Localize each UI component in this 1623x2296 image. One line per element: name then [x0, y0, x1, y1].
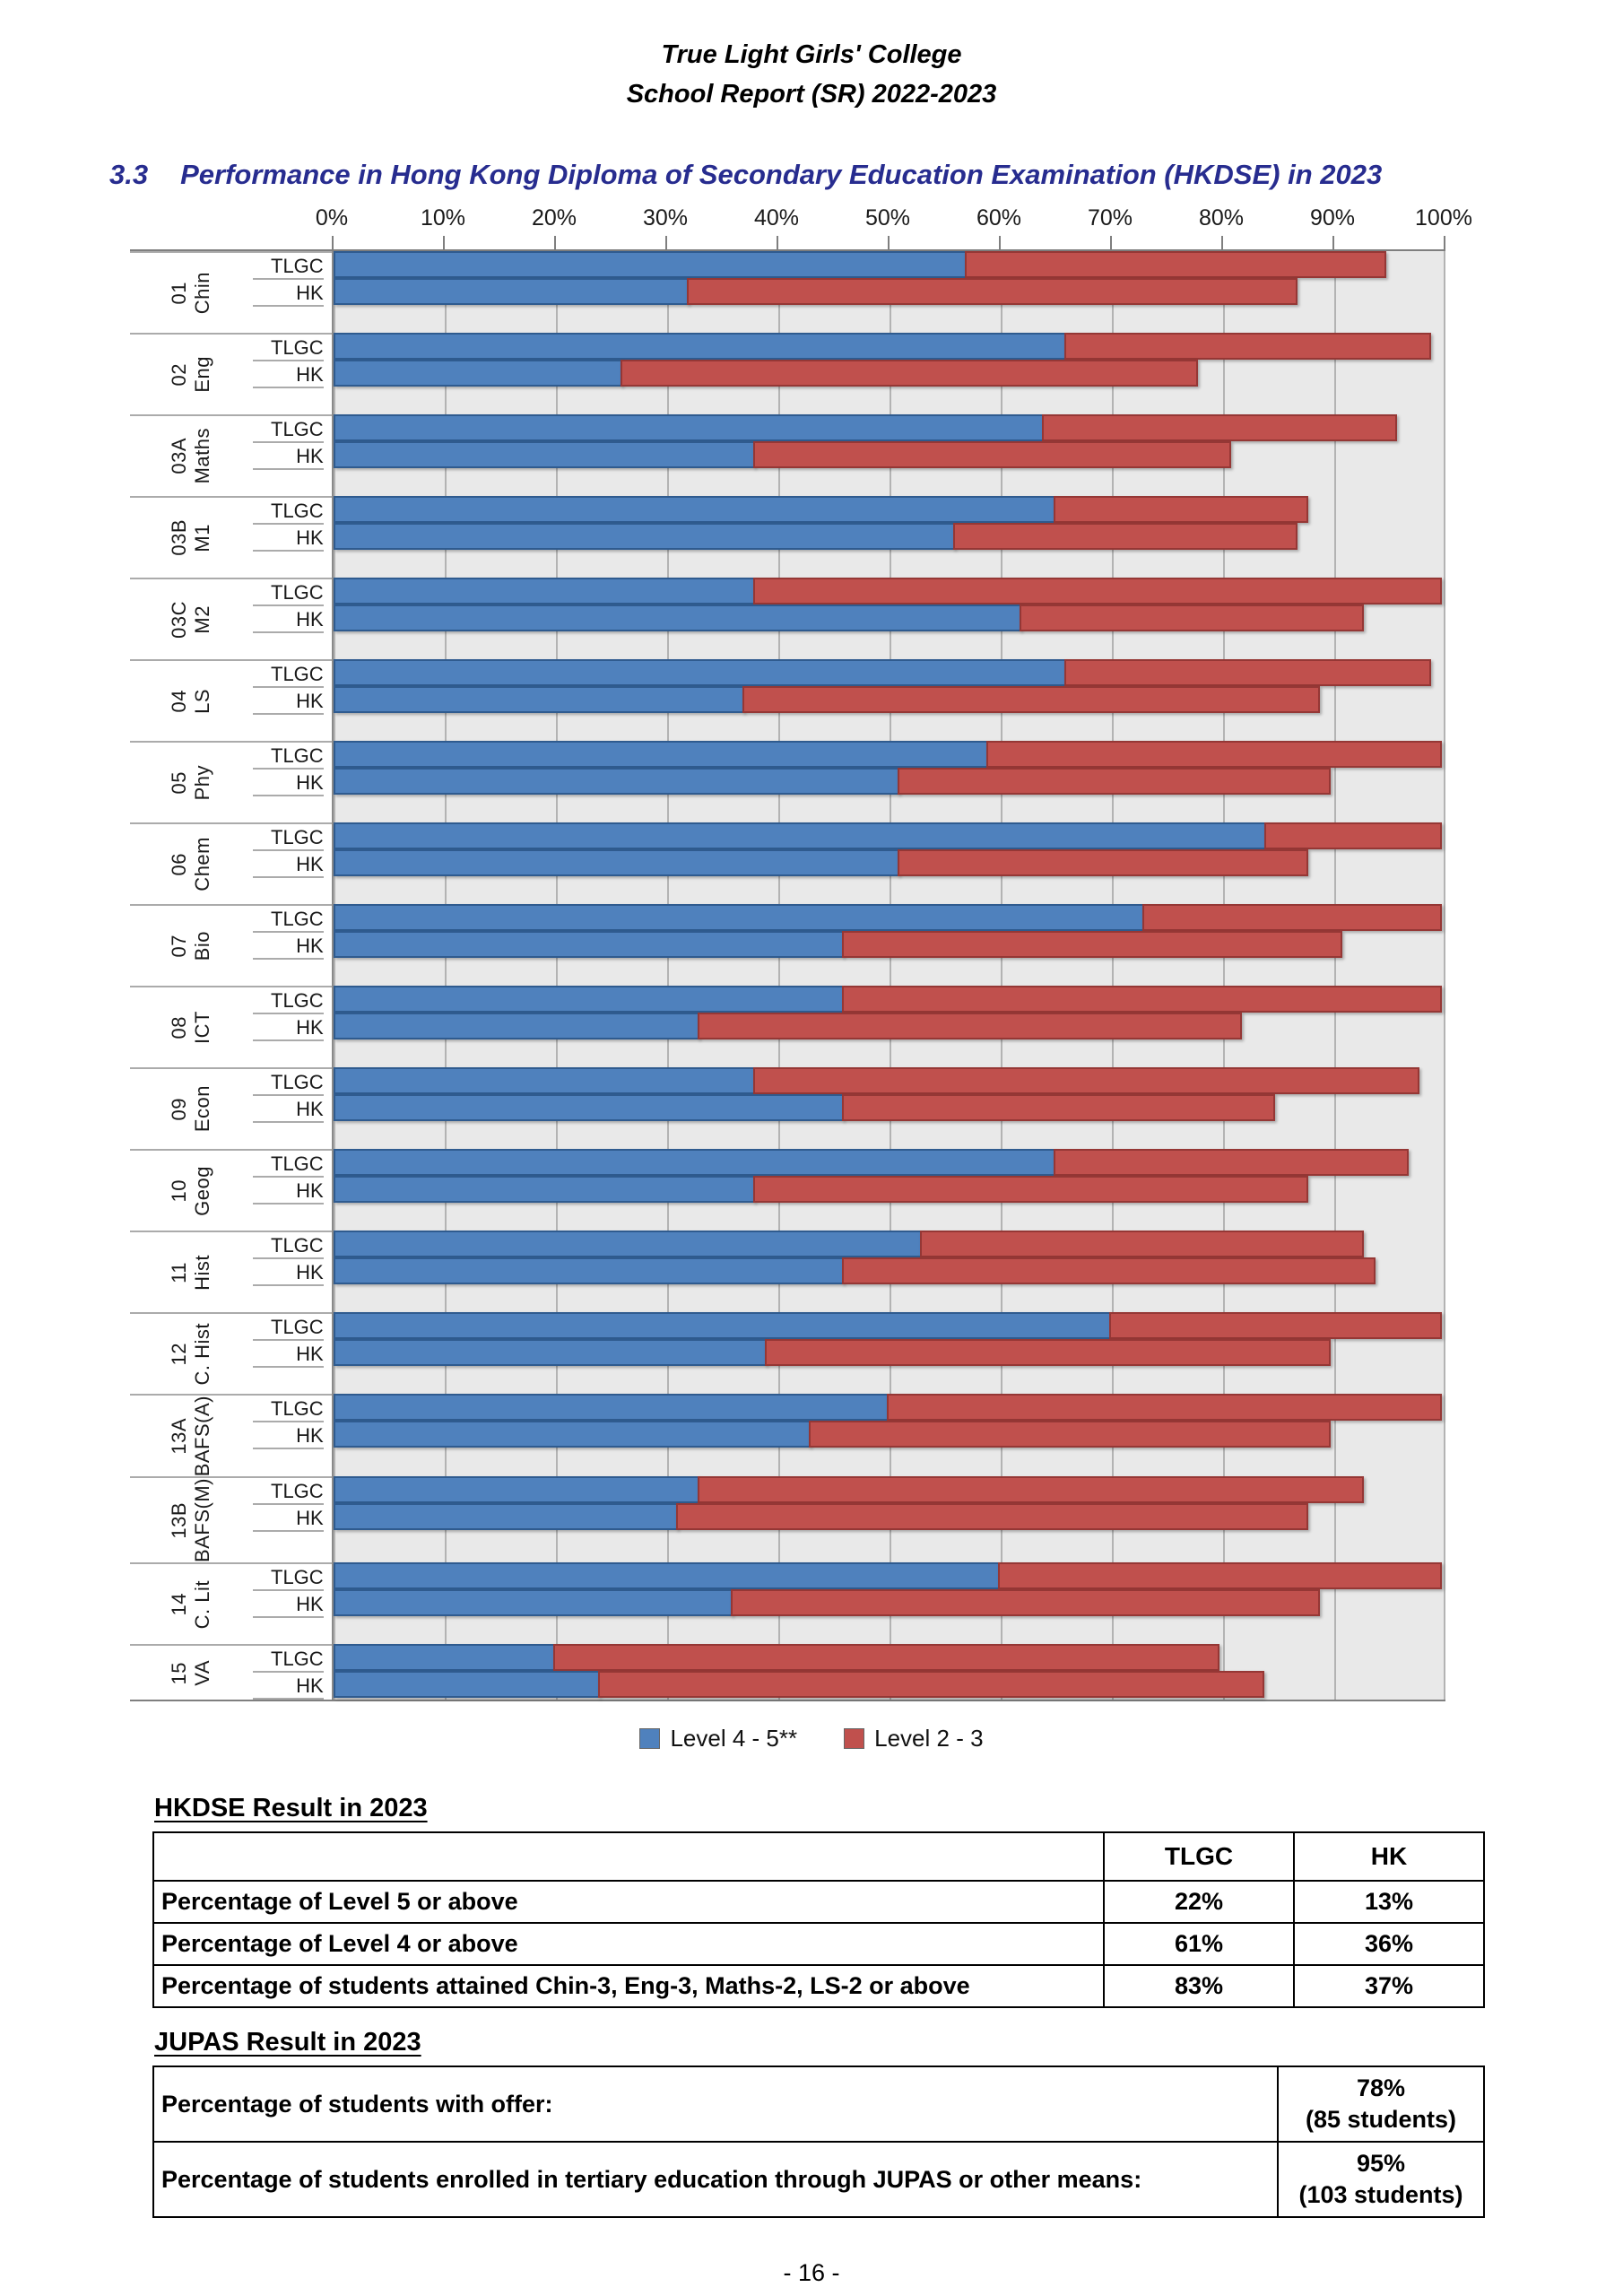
header-empty — [153, 1832, 1104, 1881]
axis-tick-label: 60% — [976, 205, 1022, 230]
level45-segment — [334, 1421, 811, 1448]
chart-legend — [0, 1725, 1623, 1752]
plot-slice — [332, 986, 1445, 1067]
level45-segment — [334, 523, 955, 550]
series-row-label: TLGC — [253, 335, 324, 361]
series-row-label: HK — [253, 1341, 324, 1368]
level23-segment — [998, 1562, 1442, 1589]
group-gap — [334, 631, 1444, 659]
stacked-bar — [334, 1149, 1444, 1176]
row-label: Percentage of students enrolled in tertiary education through JUPAS or other means: — [153, 2142, 1278, 2217]
group-label-gutter — [130, 1067, 332, 1149]
legend-label-level23: Level 2 - 3 — [874, 1725, 984, 1752]
subject-label: 13B BAFS(M) — [168, 1478, 214, 1563]
hkdse-table-heading: HKDSE Result in 2023 — [154, 1794, 428, 1823]
report-title: School Report (SR) 2022-2023 — [626, 79, 997, 109]
group-gap — [334, 1039, 1444, 1067]
series-row-label: TLGC — [253, 743, 324, 770]
plot-slice — [332, 904, 1445, 986]
hk-value: 37% — [1294, 1965, 1484, 2007]
plot-slice — [332, 1231, 1445, 1312]
subject-label: 07 Bio — [168, 930, 214, 961]
subject-group — [130, 904, 1445, 986]
level23-segment — [753, 578, 1442, 604]
subject-label: 12 C. Hist — [168, 1322, 214, 1386]
stacked-bar — [334, 333, 1444, 360]
series-row-label: HK — [253, 1259, 324, 1286]
series-row-label: HK — [253, 1096, 324, 1123]
hk-value: 36% — [1294, 1923, 1484, 1965]
level45-segment — [334, 768, 900, 795]
subject-group — [130, 1644, 1445, 1700]
stacked-bar — [334, 441, 1444, 468]
series-row-label: HK — [253, 606, 324, 633]
plot-slice — [332, 822, 1445, 904]
group-label-gutter — [130, 1312, 332, 1394]
row-label: Percentage of students with offer: — [153, 2066, 1278, 2142]
level23-segment — [953, 523, 1298, 550]
percentage-value: 78% (85 students) — [1278, 2066, 1484, 2142]
level45-segment — [334, 1067, 756, 1094]
document-header — [0, 0, 1623, 114]
level23-segment — [1054, 1149, 1409, 1176]
level45-segment — [334, 986, 845, 1013]
level45-segment — [334, 1176, 756, 1203]
level45-segment — [334, 741, 989, 768]
plot-slice — [332, 333, 1445, 414]
stacked-bar — [334, 1231, 1444, 1257]
subject-label: 13A BAFS(A) — [168, 1396, 214, 1477]
subject-group — [130, 1067, 1445, 1149]
percentage-value: 95% (103 students) — [1278, 2142, 1484, 2217]
legend-item-level45 — [639, 1725, 797, 1752]
level45-segment — [334, 1562, 1000, 1589]
series-row-label: HK — [253, 280, 324, 307]
level45-segment — [334, 904, 1144, 931]
series-row-label: HK — [253, 1014, 324, 1041]
axis-tick-label: 0% — [315, 205, 349, 230]
level23-segment — [1064, 659, 1431, 686]
stacked-bar — [334, 1094, 1444, 1121]
subject-group — [130, 578, 1445, 659]
results-section — [152, 1794, 1483, 2218]
subject-group — [130, 251, 1445, 333]
group-gap — [334, 713, 1444, 741]
group-gap — [334, 305, 1444, 333]
plot-slice — [332, 659, 1445, 741]
subject-label: 02 Eng — [168, 356, 214, 393]
hkdse-result-table — [152, 1831, 1485, 2008]
group-label-gutter — [130, 1476, 332, 1562]
legend-item-level23 — [844, 1725, 983, 1752]
axis-tick-label: 80% — [1198, 205, 1245, 230]
level45-segment — [334, 578, 756, 604]
stacked-bar — [334, 414, 1444, 441]
level23-segment — [842, 1094, 1275, 1121]
group-gap — [334, 468, 1444, 496]
stacked-bar — [334, 1394, 1444, 1421]
series-row-label: TLGC — [253, 1151, 324, 1178]
group-label-gutter — [130, 1231, 332, 1312]
header-tlgc: TLGC — [1104, 1832, 1294, 1881]
level45-segment — [334, 1312, 1111, 1339]
series-row-label: TLGC — [253, 987, 324, 1014]
series-row-label: HK — [253, 1422, 324, 1449]
level23-segment — [809, 1421, 1331, 1448]
group-label-gutter — [130, 1644, 332, 1700]
stacked-bar — [334, 931, 1444, 958]
subject-group — [130, 1476, 1445, 1562]
group-gap — [334, 1284, 1444, 1312]
stacked-bar — [334, 523, 1444, 550]
section-title: Performance in Hong Kong Diploma of Secondary Education Examination (HKDSE) in 2023 — [180, 159, 1383, 190]
level45-segment — [334, 1503, 678, 1530]
series-row-label: TLGC — [253, 1396, 324, 1422]
level23-segment — [753, 441, 1230, 468]
stacked-bar — [334, 768, 1444, 795]
subject-label: 03B M1 — [168, 519, 214, 556]
subject-label: 04 LS — [168, 688, 214, 714]
plot-slice — [332, 1312, 1445, 1394]
row-label: Percentage of Level 4 or above — [153, 1923, 1104, 1965]
series-row-label: HK — [253, 525, 324, 552]
group-label-gutter — [130, 496, 332, 578]
section-number: 3.3 — [109, 159, 149, 190]
subject-label: 03A Maths — [168, 428, 214, 484]
group-label-gutter — [130, 251, 332, 333]
level23-segment — [1042, 414, 1397, 441]
stacked-bar — [334, 741, 1444, 768]
plot-slice — [332, 741, 1445, 822]
stacked-bar — [334, 360, 1444, 387]
level45-segment — [334, 496, 1055, 523]
plot-slice — [332, 1149, 1445, 1231]
stacked-bar — [334, 1503, 1444, 1530]
school-name: True Light Girls' College — [661, 40, 962, 69]
subject-group — [130, 741, 1445, 822]
plot-slice — [332, 1476, 1445, 1562]
group-label-gutter — [130, 1562, 332, 1644]
level45-segment — [334, 414, 1045, 441]
level45-segment — [334, 849, 900, 876]
series-row-label: TLGC — [253, 579, 324, 606]
group-gap — [334, 1203, 1444, 1231]
chart-groups — [130, 251, 1445, 1700]
stacked-bar — [334, 1589, 1444, 1616]
plot-slice — [332, 1644, 1445, 1700]
level23-segment — [765, 1339, 1332, 1366]
axis-tick-label: 20% — [531, 205, 577, 230]
series-row-label: TLGC — [253, 498, 324, 525]
group-label-gutter — [130, 741, 332, 822]
level45-segment — [334, 1013, 700, 1039]
series-row-label: HK — [253, 1505, 324, 1532]
level45-segment — [334, 1231, 922, 1257]
series-row-label: TLGC — [253, 1564, 324, 1591]
jupas-result-table — [152, 2066, 1485, 2218]
axis-tick-label: 70% — [1087, 205, 1133, 230]
level45-segment — [334, 360, 622, 387]
series-row-label: HK — [253, 688, 324, 715]
level23-segment — [621, 360, 1198, 387]
level45-segment — [334, 1671, 600, 1698]
group-gap — [334, 958, 1444, 986]
row-label: Percentage of students attained Chin-3, Eng-3, Maths-2, LS-2 or above — [153, 1965, 1104, 2007]
stacked-bar — [334, 986, 1444, 1013]
series-row-label: HK — [253, 1178, 324, 1205]
group-label-gutter — [130, 414, 332, 496]
level45-segment — [334, 1339, 767, 1366]
group-gap — [334, 1366, 1444, 1394]
series-row-label: HK — [253, 933, 324, 960]
group-gap — [334, 387, 1444, 414]
legend-label-level45: Level 4 - 5** — [670, 1725, 798, 1752]
axis-tick-label: 100% — [1415, 205, 1472, 230]
series-row-label: TLGC — [253, 253, 324, 280]
series-row-label: HK — [253, 770, 324, 796]
hkdse-stacked-bar-chart — [130, 202, 1472, 1701]
subject-group — [130, 333, 1445, 414]
header-hk: HK — [1294, 1832, 1484, 1881]
level45-segment — [334, 1644, 556, 1671]
stacked-bar — [334, 251, 1444, 278]
series-row-label: TLGC — [253, 1232, 324, 1259]
subject-label: 01 Chin — [168, 271, 214, 315]
group-gap — [334, 1448, 1444, 1475]
level45-segment — [334, 1589, 733, 1616]
table-row — [153, 2142, 1484, 2217]
plot-bottom-border — [130, 1700, 1445, 1701]
subject-group — [130, 822, 1445, 904]
subject-group — [130, 1312, 1445, 1394]
subject-label: 06 Chem — [168, 837, 214, 891]
level23-segment — [687, 278, 1298, 305]
stacked-bar — [334, 604, 1444, 631]
level45-segment — [334, 686, 744, 713]
level23-segment — [842, 986, 1442, 1013]
subject-label: 05 Phy — [168, 764, 214, 801]
plot-slice — [332, 251, 1445, 333]
stacked-bar — [334, 1421, 1444, 1448]
table-header-row — [153, 1832, 1484, 1881]
level23-segment — [898, 768, 1331, 795]
stacked-bar — [334, 1476, 1444, 1503]
tlgc-value: 61% — [1104, 1923, 1294, 1965]
level45-segment — [334, 1257, 845, 1284]
level23-segment — [753, 1067, 1419, 1094]
hk-value: 13% — [1294, 1881, 1484, 1923]
series-row-label: TLGC — [253, 906, 324, 933]
group-label-gutter — [130, 904, 332, 986]
plot-slice — [332, 1562, 1445, 1644]
group-gap — [334, 1530, 1444, 1558]
axis-tick-label: 30% — [642, 205, 689, 230]
section-heading — [109, 159, 1623, 191]
subject-group — [130, 1149, 1445, 1231]
group-gap — [334, 1121, 1444, 1149]
level23-segment — [698, 1013, 1242, 1039]
series-row-label: HK — [253, 361, 324, 388]
series-row-label: TLGC — [253, 416, 324, 443]
subject-group — [130, 496, 1445, 578]
level23-segment — [842, 931, 1341, 958]
stacked-bar — [334, 1257, 1444, 1284]
subject-group — [130, 986, 1445, 1067]
stacked-bar — [334, 822, 1444, 849]
group-label-gutter — [130, 578, 332, 659]
level23-segment — [1142, 904, 1442, 931]
series-row-label: TLGC — [253, 1478, 324, 1505]
axis-tick-label: 50% — [864, 205, 911, 230]
plot-slice — [332, 1067, 1445, 1149]
level45-segment — [334, 822, 1266, 849]
subject-group — [130, 1562, 1445, 1644]
level45-segment — [334, 659, 1066, 686]
subject-label: 15 VA — [168, 1659, 214, 1686]
subject-label: 08 ICT — [168, 1011, 214, 1044]
group-gap — [334, 550, 1444, 578]
plot-slice — [332, 414, 1445, 496]
level23-segment — [676, 1503, 1309, 1530]
series-row-label: HK — [253, 851, 324, 878]
plot-slice — [332, 578, 1445, 659]
stacked-bar — [334, 1644, 1444, 1671]
stacked-bar — [334, 904, 1444, 931]
series-row-label: TLGC — [253, 1646, 324, 1673]
level23-segment — [731, 1589, 1319, 1616]
level23-segment — [598, 1671, 1264, 1698]
level23-segment — [965, 251, 1387, 278]
level45-segment — [334, 931, 845, 958]
level45-segment — [334, 441, 756, 468]
subject-label: 11 Hist — [168, 1254, 214, 1291]
axis-tick-label: 40% — [753, 205, 800, 230]
level45-segment — [334, 1094, 845, 1121]
table-row — [153, 2066, 1484, 2142]
level45-segment — [334, 1476, 700, 1503]
level45-segment — [334, 278, 689, 305]
level23-segment — [1020, 604, 1364, 631]
group-gap — [334, 1616, 1444, 1644]
axis-tick-label: 10% — [420, 205, 466, 230]
level23-segment — [842, 1257, 1375, 1284]
series-row-label: TLGC — [253, 661, 324, 688]
level23-segment — [698, 1476, 1364, 1503]
subject-group — [130, 659, 1445, 741]
level23-segment — [887, 1394, 1442, 1421]
group-label-gutter — [130, 1149, 332, 1231]
series-row-label: TLGC — [253, 1314, 324, 1341]
stacked-bar — [334, 578, 1444, 604]
stacked-bar — [334, 849, 1444, 876]
level23-segment — [753, 1176, 1308, 1203]
stacked-bar — [334, 659, 1444, 686]
stacked-bar — [334, 1562, 1444, 1589]
group-gap — [334, 795, 1444, 822]
stacked-bar — [334, 496, 1444, 523]
subject-group — [130, 1231, 1445, 1312]
table-row — [153, 1881, 1484, 1923]
level45-segment — [334, 1149, 1055, 1176]
subject-group — [130, 414, 1445, 496]
level23-segment — [1264, 822, 1442, 849]
stacked-bar — [334, 278, 1444, 305]
group-label-gutter — [130, 986, 332, 1067]
table-row — [153, 1923, 1484, 1965]
page-number: - 16 - — [783, 2259, 840, 2287]
level23-segment — [986, 741, 1442, 768]
subject-label: 09 Econ — [168, 1085, 214, 1133]
subject-label: 14 C. Lit — [168, 1579, 214, 1629]
series-row-label: TLGC — [253, 824, 324, 851]
table-row — [153, 1965, 1484, 2007]
series-row-label: TLGC — [253, 1069, 324, 1096]
stacked-bar — [334, 686, 1444, 713]
series-row-label: HK — [253, 1591, 324, 1618]
level23-segment — [742, 686, 1320, 713]
series-row-label: HK — [253, 443, 324, 470]
level23-segment — [920, 1231, 1364, 1257]
level23-swatch-icon — [844, 1728, 864, 1749]
stacked-bar — [334, 1671, 1444, 1698]
x-axis-labels — [130, 202, 1472, 236]
tlgc-value: 22% — [1104, 1881, 1294, 1923]
group-label-gutter — [130, 333, 332, 414]
level45-segment — [334, 604, 1022, 631]
level23-segment — [553, 1644, 1219, 1671]
group-label-gutter — [130, 1394, 332, 1476]
stacked-bar — [334, 1339, 1444, 1366]
subject-label: 03C M2 — [168, 600, 214, 639]
level23-segment — [1109, 1312, 1442, 1339]
stacked-bar — [334, 1176, 1444, 1203]
group-label-gutter — [130, 659, 332, 741]
level45-segment — [334, 1394, 889, 1421]
group-gap — [334, 876, 1444, 904]
tlgc-value: 83% — [1104, 1965, 1294, 2007]
stacked-bar — [334, 1067, 1444, 1094]
plot-slice — [332, 496, 1445, 578]
series-row-label: HK — [253, 1673, 324, 1700]
stacked-bar — [334, 1312, 1444, 1339]
stacked-bar — [334, 1013, 1444, 1039]
row-label: Percentage of Level 5 or above — [153, 1881, 1104, 1923]
jupas-table-heading: JUPAS Result in 2023 — [154, 2028, 421, 2057]
subject-group — [130, 1394, 1445, 1476]
group-label-gutter — [130, 822, 332, 904]
axis-tick-label: 90% — [1309, 205, 1356, 230]
plot-slice — [332, 1394, 1445, 1476]
level45-segment — [334, 333, 1066, 360]
subject-label: 10 Geog — [168, 1165, 214, 1216]
level23-segment — [1054, 496, 1309, 523]
level23-segment — [1064, 333, 1431, 360]
x-axis-ticks — [332, 236, 1445, 249]
level45-segment — [334, 251, 967, 278]
level45-swatch-icon — [639, 1728, 660, 1749]
level23-segment — [898, 849, 1308, 876]
